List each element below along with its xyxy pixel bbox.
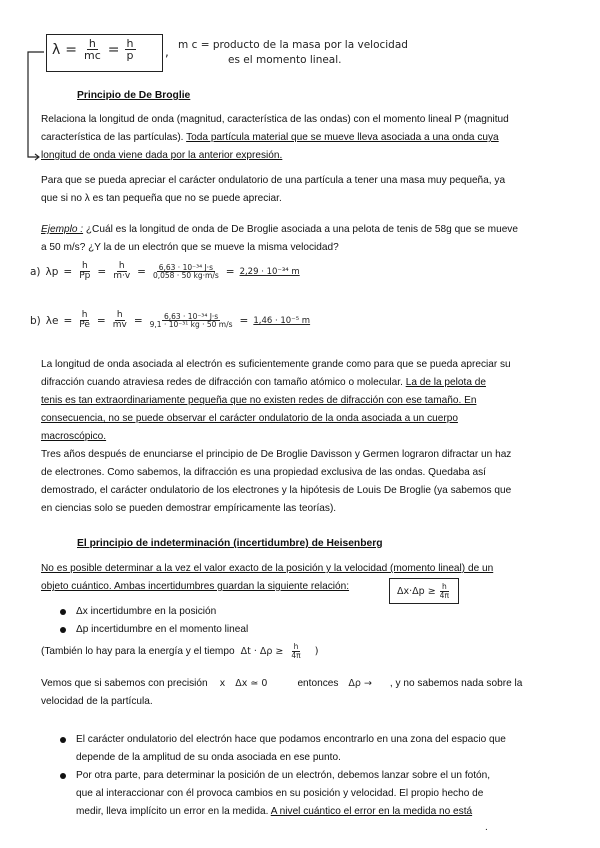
paragraph-mass: Para que se pueda apreciar el carácter ondulatorio de una partícula a tener una masa muy pequeña, ya que si no λ es tan pequeña que no se puede apreciar. — [41, 175, 506, 204]
paragraph-heisenberg: No es posible determinar a la vez el valor exacto de la posición y la velocidad (momento lineal) de un objeto cuántico. Ambas incertidumbres guardan la siguiente relación: — [41, 563, 494, 592]
h-over-mc: $\frac{h}{mc}$ — [84, 37, 101, 62]
lambda-formula: λ = $\frac{h}{mc}$ = $\frac{h}{p}$ — [52, 37, 134, 62]
precision-line: Vemos que si sabemos con precisión x Δx ≃ 0 entonces Δρ → , y no sabemos nada sobre la — [41, 678, 523, 689]
section-title-de-broglie: Principio de De Broglie — [77, 90, 191, 101]
lambda-symbol: λ — [52, 41, 61, 58]
bullet-delta-p: Δp incertidumbre en el momento lineal — [76, 624, 249, 635]
paragraph-davisson: Tres años después de enunciarse el principio de De Broglie Davisson y Germen lograron difractar un haz de electrones. Como sabemos, la difracción es una propiedad exclusiva de las ondas. Quedaba así demostrado, el carácter ondulatorio de los electrones y la hipótesis de Louis De Broglie (ya sabemos que en ciencias solo se pueden demostrar empíricamente las teorías). — [41, 449, 512, 514]
bullet-delta-x: Δx incertidumbre en la posición — [76, 606, 217, 617]
example-label: Ejemplo : — [41, 224, 84, 235]
calc-a: a) λp = $\frac{h}{Pp}$ = $\frac{h}{m\cdot v}$ = $\frac{\text{6,63 · 10⁻³⁴ J·s}}{0,058 \cdot 50 kg\cdot m/s}$ = 2,29 · 10⁻³⁴ m — [30, 261, 300, 281]
bullet-dot — [60, 627, 66, 633]
energy-time-line: (También lo hay para la energía y el tiempo Δt · Δρ ≥ $\frac{h}{4\pi}$ ) — [41, 642, 319, 660]
h-over-p: $\frac{h}{p}$ — [126, 37, 134, 62]
formula-comma: , — [165, 45, 169, 59]
section-title-heisenberg: El principio de indeterminación (incertidumbre) de Heisenberg — [77, 538, 383, 549]
calc-b-result: 1,46 · 10⁻⁵ m — [253, 315, 311, 326]
mc-definition: m c = producto de la masa por la velocidad es el momento lineal. — [178, 39, 408, 66]
relation-box: Δx·Δp ≥ $\frac{h}{4\pi}$ — [389, 578, 459, 604]
bullet-dot — [60, 773, 66, 779]
paragraph-relation: Relaciona la longitud de onda (magnitud, característica de las ondas) con el momento lineal P (magnitud característica de las partículas). Toda partícula material que se mueve lleva asociada a una onda cuya longitud de onda viene dada por la anterior expresión. — [41, 114, 509, 161]
paragraph-example: Ejemplo : ¿Cuál es la longitud de onda de De Broglie asociada a una pelota de tenis de 58g que se mueve a 50 m/s? ¿Y la de un electrón que se mueve la misma velocidad? — [41, 224, 518, 253]
bullet-dot — [60, 737, 66, 743]
page-mark: . — [485, 822, 488, 833]
bullet-photon: Por otra parte, para determinar la posición de un electrón, debemos lanzar sobre el un fotón, que al interaccionar con él provoca cambios en su posición y velocidad. El propio hecho de medir, lleva implícito un error en la medida. A nivel cuántico el error en la medida no está — [76, 770, 491, 817]
bullet-dot — [60, 609, 66, 615]
paragraph-electron: La longitud de onda asociada al electrón es suficientemente grande como para que se pueda apreciar su difracción cuando atraviesa redes de difracción con tamaño atómico o molecular. La de la pelota de tenis es tan extraordinariamente pequeña que no existen redes de difracción con ese tamaño. En consecuencia, no se puede observar el carácter ondulatorio de la onda asociada a un cuerpo macroscópico. — [41, 359, 511, 442]
bullet-wave-character: El carácter ondulatorio del electrón hace que podamos encontrarlo en una zona del espacio que depende de la amplitud de su onda asociada en ese punto. — [76, 734, 506, 763]
calc-b: b) λe = $\frac{h}{Pe}$ = $\frac{h}{mv}$ = $\frac{\text{6,63 · 10⁻³⁴ J·s}}{\text{9,1 · 10⁻³¹ kg · 50 m/s}}$ = 1,46 · 10⁻⁵ m — [30, 310, 311, 330]
precision-line-2: velocidad de la partícula. — [41, 696, 153, 707]
calc-a-result: 2,29 · 10⁻³⁴ m — [239, 266, 300, 277]
